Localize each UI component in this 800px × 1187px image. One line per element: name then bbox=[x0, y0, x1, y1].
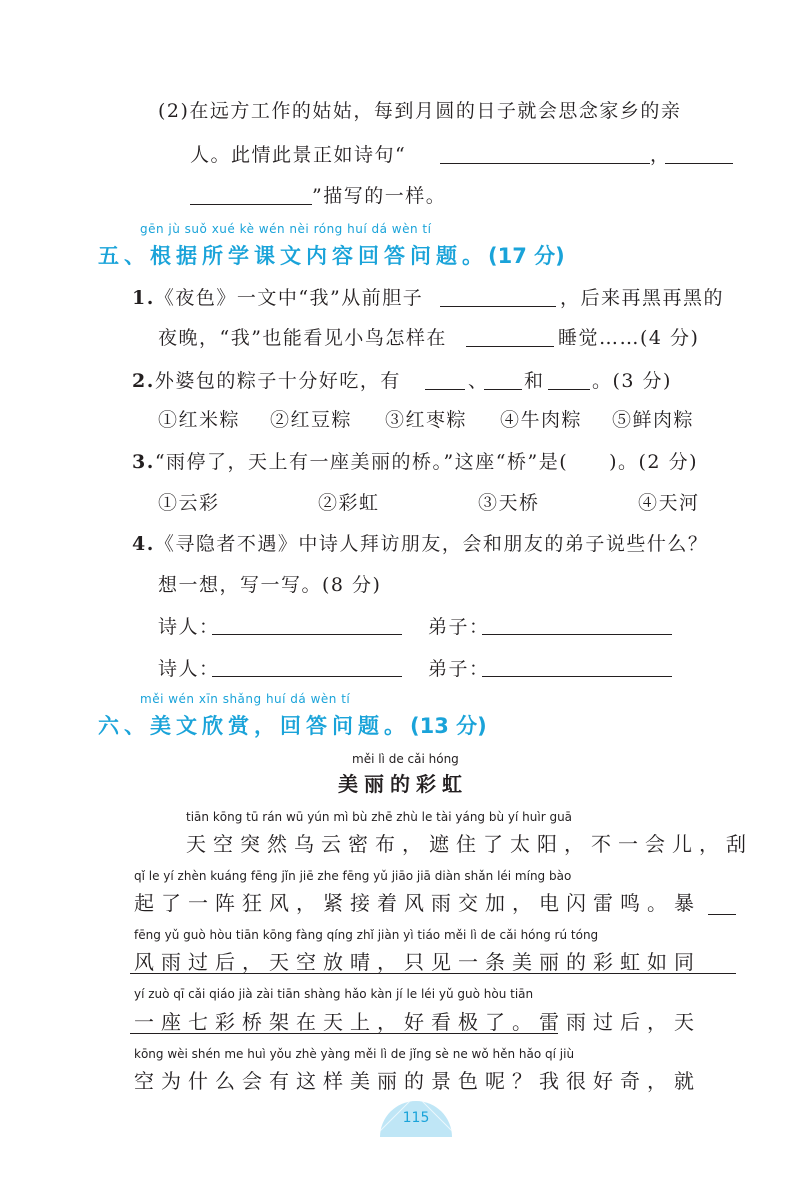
answer-blank[interactable] bbox=[484, 389, 522, 390]
answer-blank[interactable] bbox=[665, 163, 733, 164]
section6-score: (13 分) bbox=[410, 714, 487, 738]
q2-option[interactable]: ⑤鲜肉粽 bbox=[612, 409, 695, 431]
section5-pinyin: gēn jù suǒ xué kè wén nèi róng huí dá wèn tí bbox=[140, 222, 432, 236]
passage-line-text: 起了一阵狂风，紧接着风雨交加，电闪雷鸣。暴 bbox=[134, 891, 701, 915]
page-number-badge bbox=[380, 1101, 452, 1137]
q3-line bbox=[132, 447, 698, 474]
poet-label: 诗人： bbox=[158, 616, 220, 638]
q1-line2-b: 睡觉……(4 分) bbox=[558, 327, 700, 349]
passage-line-text: 风雨过后，天空放晴，只见一条美丽的彩虹如同 bbox=[134, 950, 701, 974]
underline-mark bbox=[130, 1033, 558, 1034]
q2-item-line2-start: 人。此情此景正如诗句“ bbox=[190, 144, 407, 166]
q2-item-line3: ”描写的一样。 bbox=[312, 185, 447, 207]
disciple-answer-field[interactable] bbox=[482, 676, 672, 677]
q2-text-a: 外婆包的粽子十分好吃，有 bbox=[154, 370, 401, 392]
q2-option[interactable]: ②红豆粽 bbox=[270, 409, 353, 431]
q2-number: 2. bbox=[132, 370, 155, 392]
q4-line2: 想一想，写一写。(8 分) bbox=[158, 574, 382, 596]
answer-blank[interactable] bbox=[425, 389, 465, 390]
q2-item-line1: (2)在远方工作的姑姑，每到月圆的日子就会思念家乡的亲 bbox=[158, 100, 682, 122]
passage-line-pinyin: fēng yǔ guò hòu tiān kōng fàng qíng zhǐ jiàn yì tiáo měi lì de cǎi hóng rú tóng bbox=[134, 928, 599, 942]
q1-line1 bbox=[132, 283, 423, 310]
q1-text-b: ，后来再黑再黑的 bbox=[560, 287, 725, 309]
q4-text: 《寻隐者不遇》中诗人拜访朋友，会和朋友的弟子说些什么？ bbox=[154, 533, 709, 555]
poet-answer-field[interactable] bbox=[212, 634, 402, 635]
disciple-label: 弟子： bbox=[428, 658, 490, 680]
q2-text-c: 和 bbox=[524, 370, 545, 392]
disciple-label: 弟子： bbox=[428, 616, 490, 638]
q2-item-comma: ， bbox=[650, 144, 671, 166]
q3-text: “雨停了，天上有一座美丽的桥。”这座“桥”是( )。(2 分) bbox=[154, 451, 698, 473]
section5-heading bbox=[98, 240, 565, 270]
q4-number: 4. bbox=[132, 533, 155, 555]
section6-pinyin: měi wén xīn shǎng huí dá wèn tí bbox=[140, 692, 351, 706]
q1-line2-a: 夜晚，“我”也能看见小鸟怎样在 bbox=[158, 327, 447, 349]
passage-title-pinyin: měi lì de cǎi hóng bbox=[352, 752, 459, 766]
q2-option[interactable]: ④牛肉粽 bbox=[500, 409, 583, 431]
q2-line bbox=[132, 366, 401, 393]
passage-title: 美丽的彩虹 bbox=[338, 772, 468, 796]
passage-line-pinyin: kōng wèi shén me huì yǒu zhè yàng měi lì de jǐng sè ne wǒ hěn hǎo qí jiù bbox=[134, 1047, 575, 1061]
q3-option[interactable]: ①云彩 bbox=[158, 492, 220, 514]
section5-title: 五、根据所学课文内容回答问题。 bbox=[98, 244, 488, 268]
passage-line-text: 天空突然乌云密布，遮住了太阳，不一会儿，刮 bbox=[186, 832, 753, 856]
q3-option[interactable]: ④天河 bbox=[638, 492, 700, 514]
answer-blank[interactable] bbox=[548, 389, 590, 390]
q3-option[interactable]: ②彩虹 bbox=[318, 492, 380, 514]
passage-line-pinyin: qǐ le yí zhèn kuáng fēng jǐn jiē zhe fēng yǔ jiāo jiā diàn shǎn léi míng bào bbox=[134, 869, 572, 883]
answer-blank[interactable] bbox=[440, 163, 650, 164]
disciple-answer-field[interactable] bbox=[482, 634, 672, 635]
answer-blank[interactable] bbox=[190, 204, 312, 205]
underline-mark bbox=[708, 914, 736, 915]
q3-option[interactable]: ③天桥 bbox=[478, 492, 540, 514]
poet-answer-field[interactable] bbox=[212, 676, 402, 677]
poet-label: 诗人： bbox=[158, 658, 220, 680]
q4-line1 bbox=[132, 529, 708, 556]
q2-text-b: 、 bbox=[468, 370, 489, 392]
underline-mark bbox=[130, 973, 736, 974]
q3-number: 3. bbox=[132, 451, 155, 473]
section5-score: (17 分) bbox=[488, 244, 565, 268]
passage-line-text: 一座七彩桥架在天上，好看极了。雷雨过后，天 bbox=[134, 1010, 701, 1034]
answer-blank[interactable] bbox=[440, 306, 556, 307]
q2-option[interactable]: ①红米粽 bbox=[158, 409, 241, 431]
passage-line-pinyin: yí zuò qī cǎi qiáo jià zài tiān shàng hǎo kàn jí le léi yǔ guò hòu tiān bbox=[134, 987, 534, 1001]
passage-line-text: 空为什么会有这样美丽的景色呢？我很好奇，就 bbox=[134, 1069, 701, 1093]
q2-option[interactable]: ③红枣粽 bbox=[385, 409, 468, 431]
q2-text-d: 。(3 分) bbox=[592, 370, 672, 392]
section6-title: 六、美文欣赏，回答问题。 bbox=[98, 714, 410, 738]
section6-heading bbox=[98, 710, 487, 740]
q1-number: 1. bbox=[132, 287, 155, 309]
answer-blank[interactable] bbox=[466, 346, 554, 347]
q1-text-a: 《夜色》一文中“我”从前胆子 bbox=[154, 287, 424, 309]
passage-line-pinyin: tiān kōng tū rán wū yún mì bù zhē zhù le tài yáng bù yí huìr guā bbox=[186, 810, 573, 824]
page-number: 115 bbox=[402, 1110, 430, 1126]
